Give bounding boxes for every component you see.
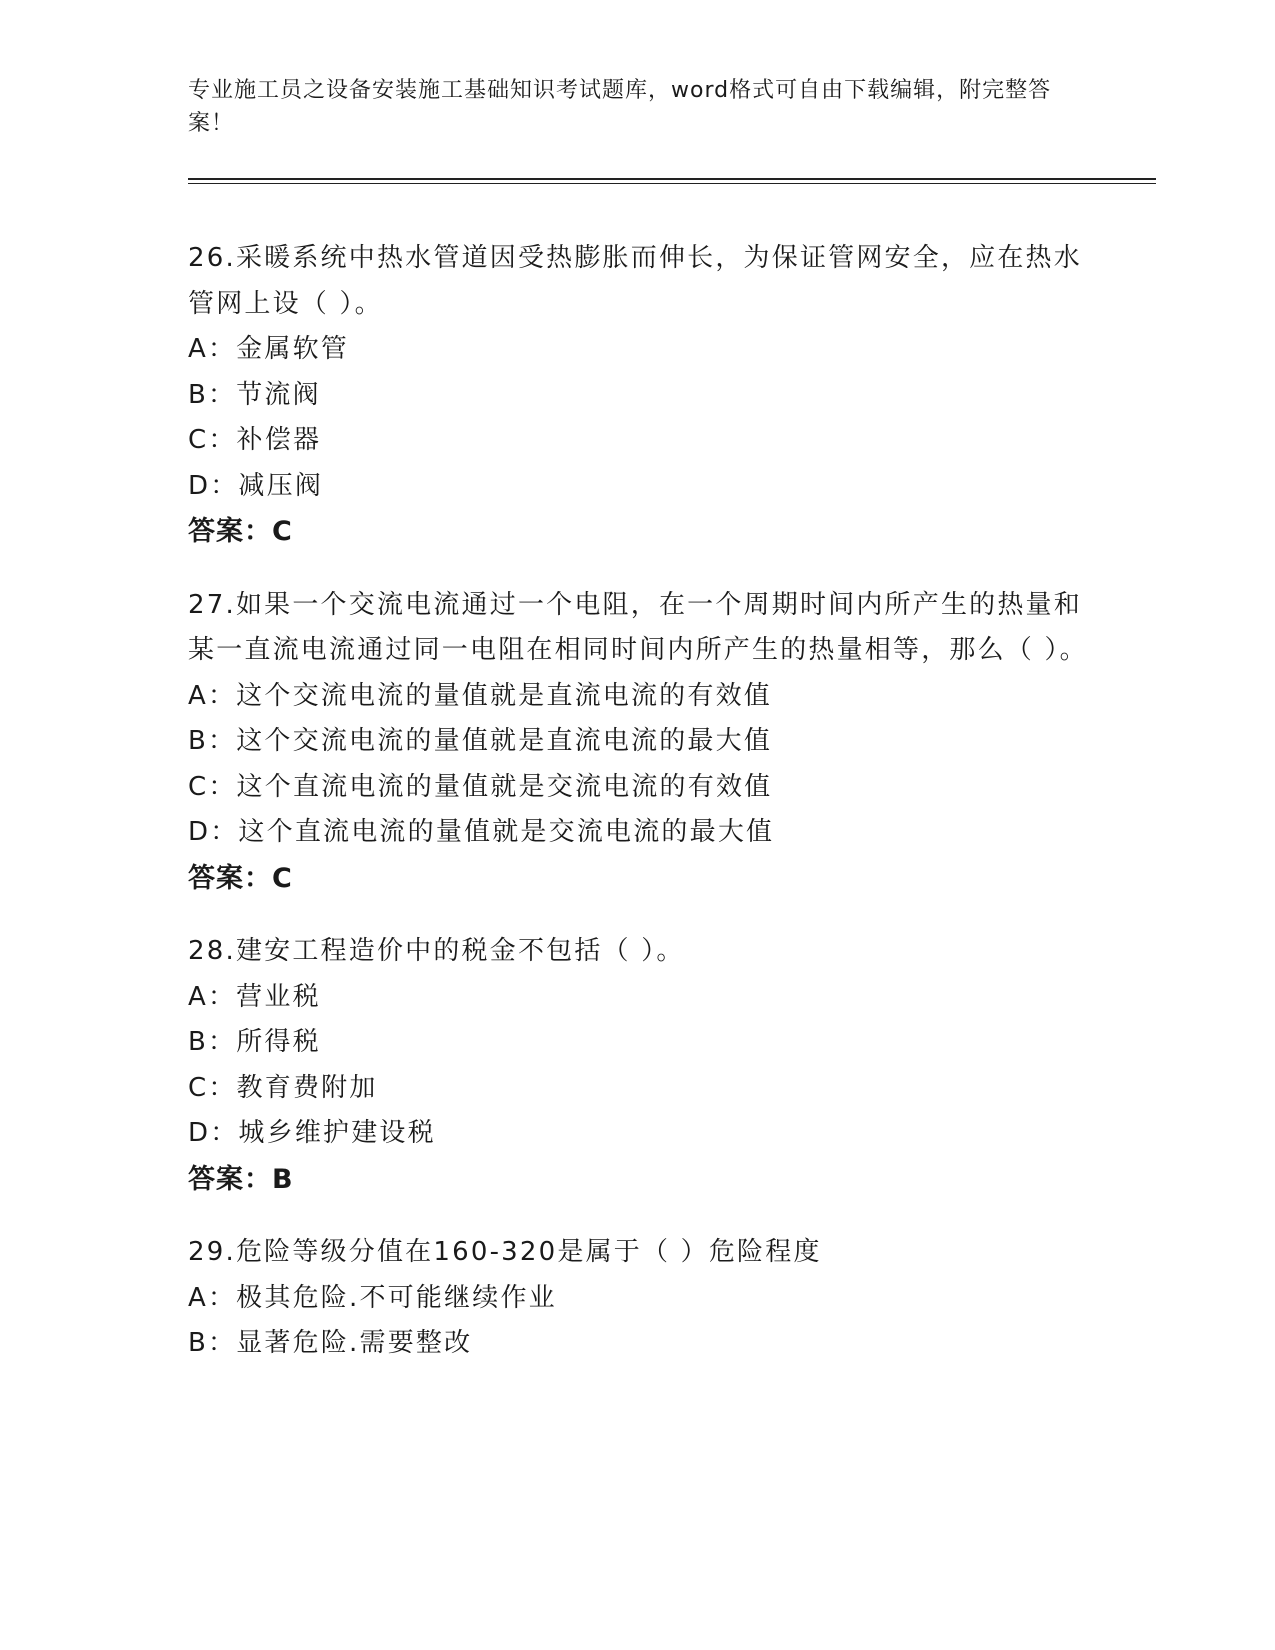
- question-list: [188, 236, 1088, 1395]
- option-a: A：金属软管: [188, 334, 349, 364]
- question-28: [188, 929, 1088, 1202]
- option-d: D：减压阀: [188, 470, 324, 501]
- option-a: A：极其危险.不可能继续作业: [188, 1282, 557, 1313]
- answer-line: 答案：C: [188, 862, 293, 894]
- document-header: 专业施工员之设备安装施工基础知识考试题库，word格式可自由下载编辑，附完整答案！: [188, 78, 1052, 136]
- option-d: D：这个直流电流的量值就是交流电流的最大值: [188, 817, 775, 847]
- question-stem: 26.采暖系统中热水管道因受热膨胀而伸长，为保证管网安全，应在热水管网上设（ ）。: [188, 243, 1082, 319]
- answer-line: 答案：C: [188, 516, 293, 547]
- option-b: B：节流阀: [188, 379, 321, 410]
- question-26: [188, 236, 1088, 555]
- option-b: B：这个交流电流的量值就是直流电流的最大值: [188, 726, 773, 756]
- question-stem: 29.危险等级分值在160-320是属于（ ）危险程度: [188, 1237, 822, 1267]
- header-divider-thick: [188, 178, 1156, 180]
- question-stem: 28.建安工程造价中的税金不包括（ ）。: [188, 936, 685, 966]
- option-a: A：这个交流电流的量值就是直流电流的有效值: [188, 680, 772, 711]
- header-divider-thin: [188, 183, 1156, 184]
- option-c: C：这个直流电流的量值就是交流电流的有效值: [188, 771, 773, 802]
- option-b: B：显著危险.需要整改: [188, 1328, 473, 1358]
- option-c: C：补偿器: [188, 425, 322, 455]
- question-29: [188, 1230, 1088, 1367]
- option-a: A：营业税: [188, 981, 321, 1012]
- option-d: D：城乡维护建设税: [188, 1118, 436, 1148]
- question-stem: 27.如果一个交流电流通过一个电阻，在一个周期时间内所产生的热量和某一直流电流通过同一电阻在相同时间内所产生的热量相等，那么（ ）。: [188, 589, 1088, 665]
- option-c: C：教育费附加: [188, 1072, 378, 1103]
- option-b: B：所得税: [188, 1027, 321, 1057]
- answer-line: 答案：B: [188, 1163, 294, 1195]
- question-27: [188, 583, 1088, 902]
